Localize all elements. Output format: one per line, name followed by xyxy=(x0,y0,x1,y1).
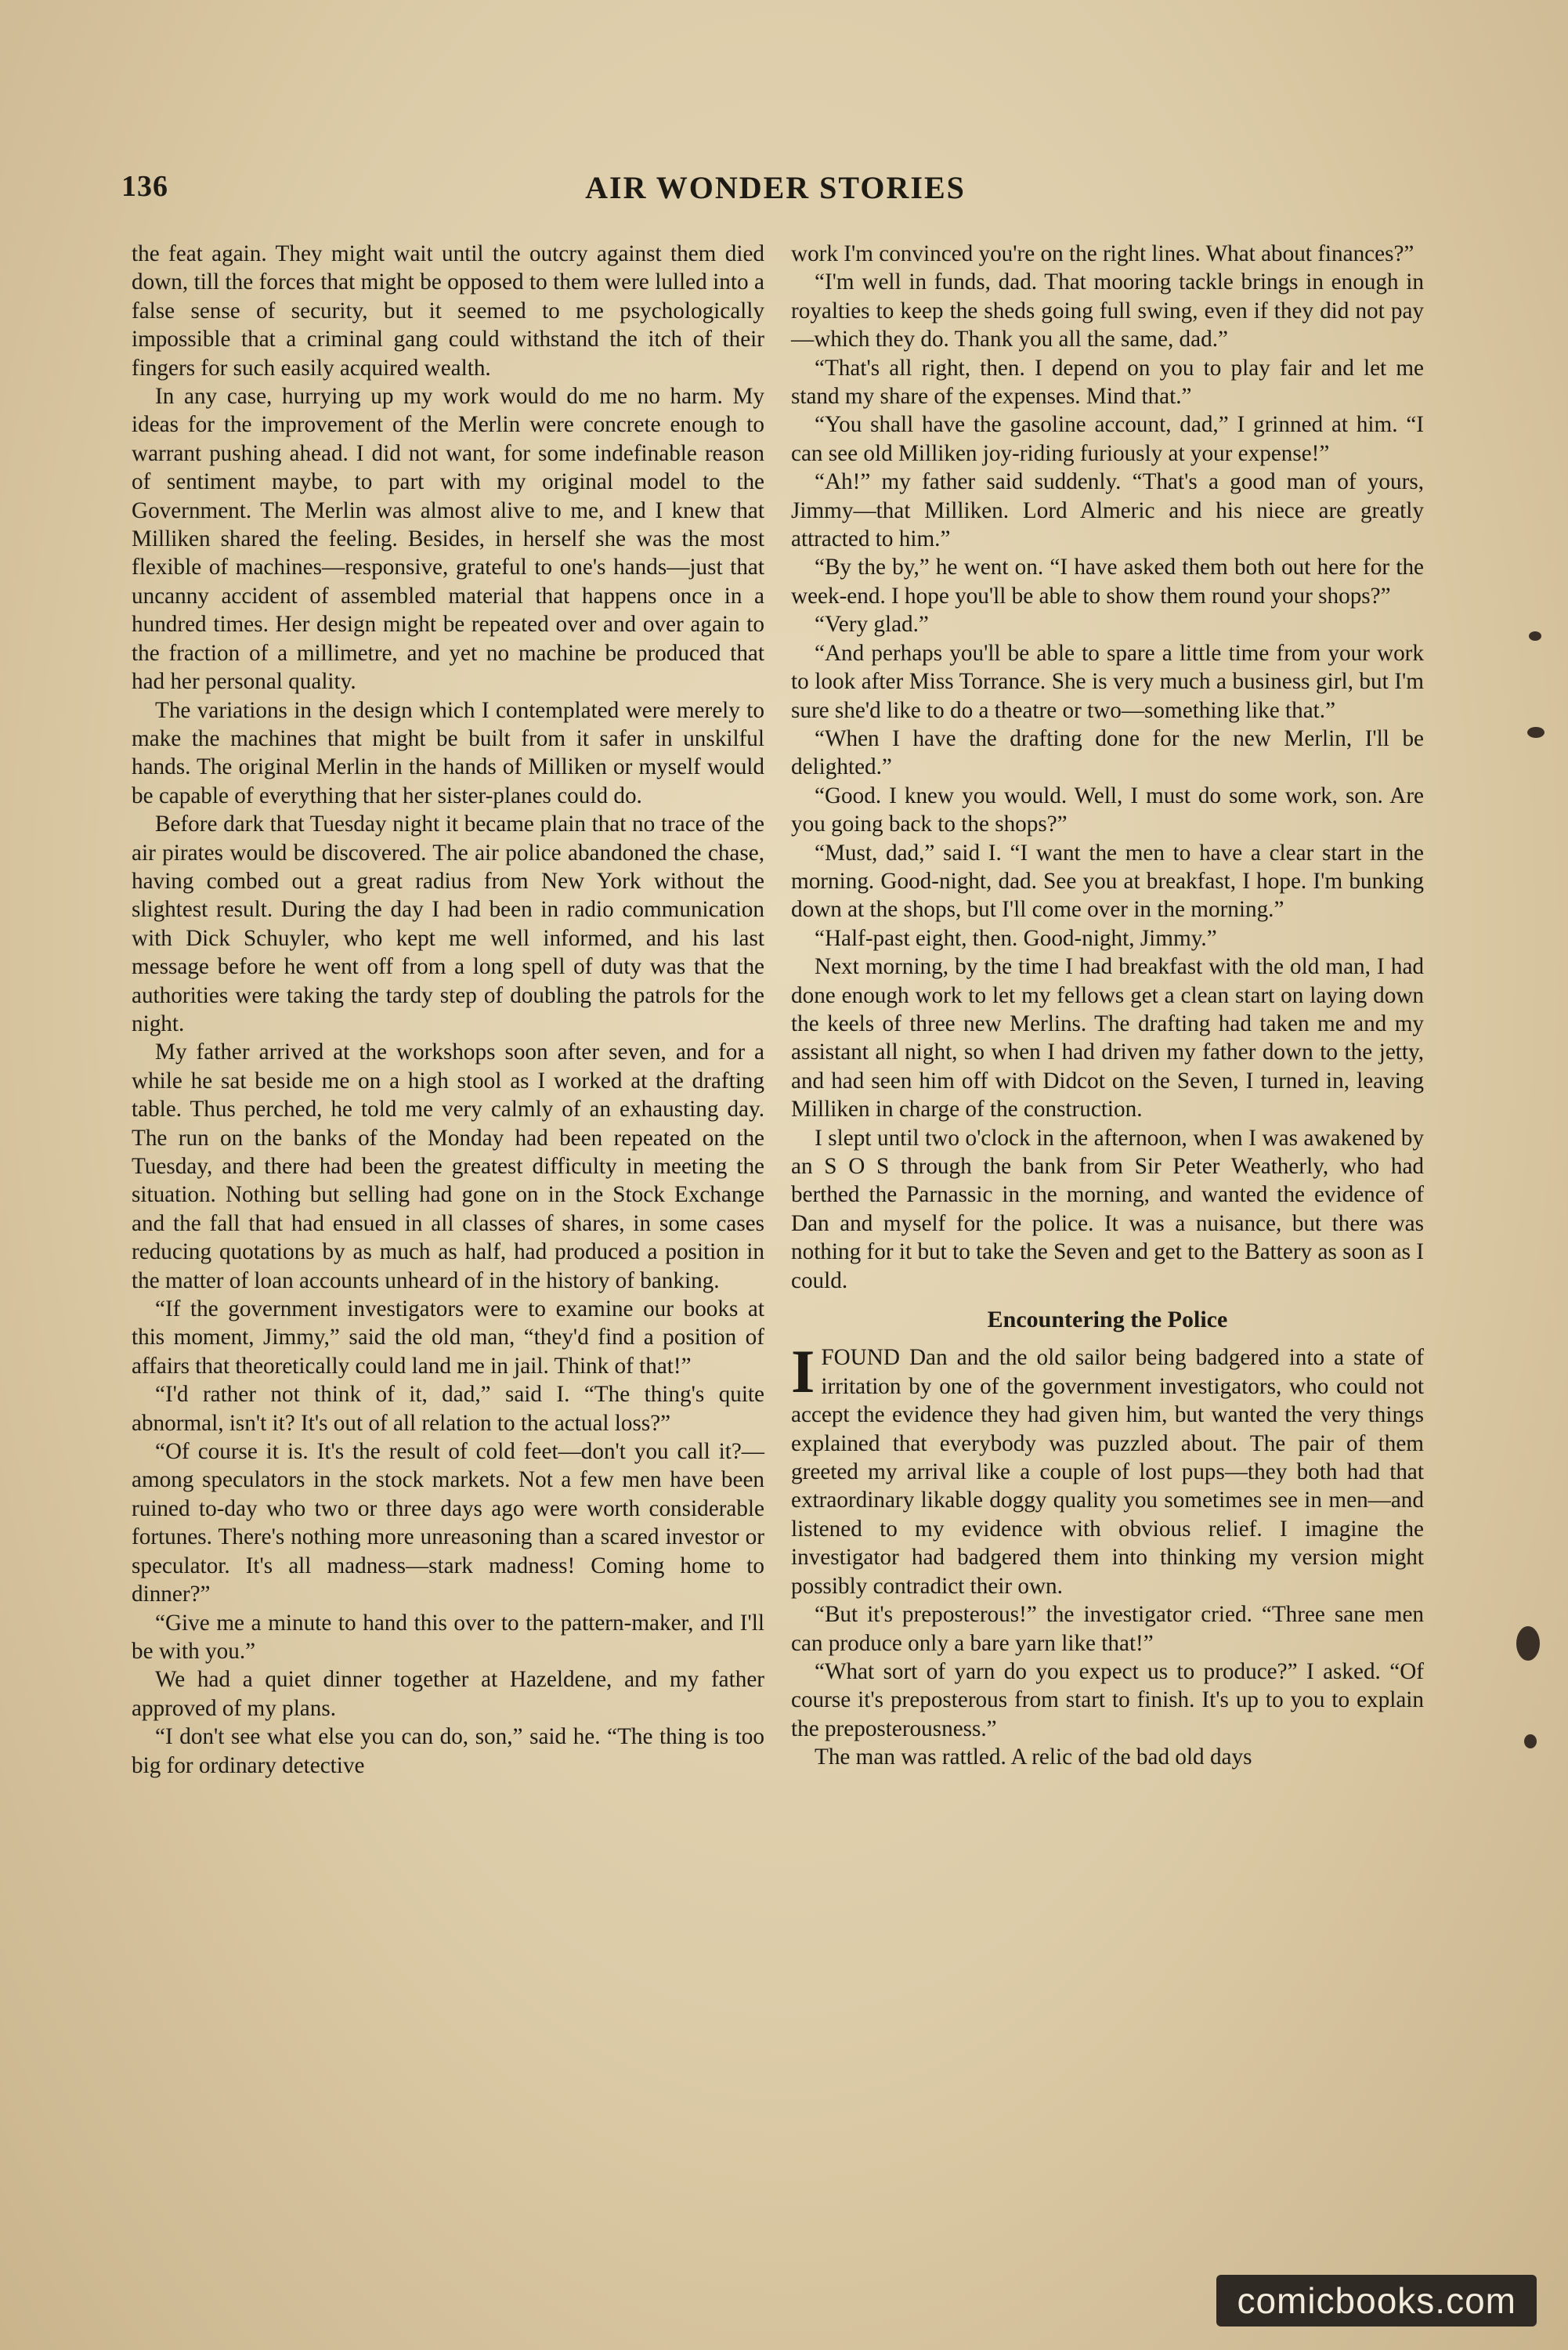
watermark-logo: comicbooks.com xyxy=(1216,2275,1537,2326)
paragraph: “Half-past eight, then. Good-night, Jimmy.” xyxy=(815,925,1217,951)
paragraph: Before dark that Tuesday night it became plain that no trace of the air pirates would be discovered. The air police abandoned the chase, having combed out a great radius from New York without the slightest result. During the day I had been in radio communication with Dick Schuyler, who kept me well informed, and his last message before he went off from a long spell of duty was that the authorities were taking the tardy step of doubling the patrols for the night. xyxy=(132,812,764,1036)
paragraph: “You shall have the gasoline account, dad,” I grinned at him. “I can see old Milliken joy-riding furiously at your expense!” xyxy=(791,412,1424,466)
paragraph: “When I have the drafting done for the new Merlin, I'll be delighted.” xyxy=(791,725,1424,780)
paragraph: work I'm convinced you're on the right lines. What about finances?” xyxy=(791,241,1414,266)
ink-blot xyxy=(1527,727,1545,738)
paragraph: “Ah!” my father said suddenly. “That's a good man of yours, Jimmy—that Milliken. Lord Almeric and his niece are greatly attracted to him.” xyxy=(791,469,1424,552)
page-number: 136 xyxy=(121,170,168,203)
paragraph: “I'd rather not think of it, dad,” said I. “The thing's quite abnormal, isn't it? It's out of all relation to the actual loss?” xyxy=(132,1382,764,1436)
paragraph: “And perhaps you'll be able to spare a little time from your work to look after Miss Torrance. She is very much a business girl, but I'm sure she'd like to do a theatre or two—something like that.” xyxy=(791,640,1424,723)
ink-blot xyxy=(1529,631,1541,641)
paragraph: “What sort of yarn do you expect us to produce?” I asked. “Of course it's preposterous from start to finish. It's up to you to explain the preposterousness.” xyxy=(791,1658,1424,1741)
paragraph: “I don't see what else you can do, son,” said he. “The thing is too big for ordinary detective xyxy=(132,1724,764,1778)
paragraph: “Very glad.” xyxy=(815,612,929,638)
section-heading: Encountering the Police xyxy=(987,1307,1228,1333)
paragraph: My father arrived at the workshops soon after seven, and for a while he sat beside me on a high stool as I worked at the drafting table. Thus perched, he told me very calmly of an exhausting day. The run on the banks of the Monday had been repeated on the Tuesday, and there had been the greatest difficulty in meeting the situation. Nothing but selling had gone on in the Stock Exchange and the fall that had ensued in all classes of shares, in some cases reducing quotations by as much as half, had produced a position in the matter of loan accounts unheard of in the history of banking. xyxy=(132,1039,764,1293)
paragraph: “If the government investigators were to examine our books at this moment, Jimmy,” said the old man, “they'd find a position of affairs that theoretically could land me in jail. Think of that!” xyxy=(132,1296,764,1379)
paragraph: The man was rattled. A relic of the bad old days xyxy=(815,1744,1252,1770)
paragraph: The variations in the design which I contemplated were merely to make the machines that might be built from it safer in unskilful hands. The original Merlin in the hands of Milliken or myself would be capable of everything that her sister-planes could do. xyxy=(132,697,764,808)
paragraph: “That's all right, then. I depend on you to play fair and let me stand my share of the expenses. Mind that.” xyxy=(791,355,1424,410)
page-header xyxy=(121,169,1429,216)
paragraph: the feat again. They might wait until the outcry against them died down, till the forces that might be opposed to them were lulled into a false sense of security, but it seemed to me psychologically impossible that a criminal gang could withstand the itch of their fingers for such easily acquired wealth. xyxy=(132,241,764,381)
paragraph: “I'm well in funds, dad. That mooring tackle brings in enough in royalties to keep the sheds going full swing, even if they did not pay—which they do. Thank you all the same, dad.” xyxy=(791,269,1424,352)
paragraph: We had a quiet dinner together at Hazeldene, and my father approved of my plans. xyxy=(132,1667,764,1721)
ink-blot xyxy=(1524,1734,1537,1748)
paragraph: In any case, hurrying up my work would do me no harm. My ideas for the improvement of the Merlin were concrete enough to warrant pushing ahead. I did not want, for some indefinable reason of sentiment maybe, to part with my original model to the Government. The Merlin was almost alive to me, and I knew that Milliken shared the feeling. Besides, in herself she was the most flexible of machines—responsive, grateful to one's hands—just that uncanny accident of assembled material that happens once in a hundred times. Her design might be repeated over and over again to the fraction of a millimetre, and yet no machine be produced that had her personal quality. xyxy=(132,384,764,695)
paragraph: “Good. I knew you would. Well, I must do some work, son. Are you going back to the shops?” xyxy=(791,783,1424,837)
paragraph: “By the by,” he went on. “I have asked them both out here for the week-end. I hope you'll be able to show them round your shops?” xyxy=(791,555,1424,609)
dropcap-paragraph-text: FOUND Dan and the old sailor being badgered into a state of irritation by one of the government investigators, who could not accept the evidence they had given him, but wanted the very things explained that everybody was puzzled about. The pair of them greeted my arrival like a couple of lost pups—they both had that extraordinary likable doggy quality you sometimes see in men—and listened to my evidence with obvious relief. I imagine the investigator had badgered them into thinking my version might possibly contradict their own. xyxy=(791,1345,1424,1599)
paragraph: I slept until two o'clock in the afternoon, when I was awakened by an S O S through the bank from Sir Peter Weatherly, who had berthed the Parnassic in the morning, and wanted the evidence of Dan and myself for the police. It was a nuisance, but there was nothing for it but to take the Seven and get to the Battery as soon as I could. xyxy=(791,1125,1424,1293)
paragraph: “Of course it is. It's the result of cold feet—don't you call it?—among speculators in the stock markets. Not a few men have been ruined to-day who two or three days ago were worth considerable fortunes. There's nothing more unreasoning than a scared investor or speculator. It's all madness—stark madness! Coming home to dinner?” xyxy=(132,1439,764,1607)
left-column xyxy=(132,240,764,1780)
paragraph: “Give me a minute to hand this over to the pattern-maker, and I'll be with you.” xyxy=(132,1610,764,1664)
paragraph: “But it's preposterous!” the investigator cried. “Three sane men can produce only a bare yarn like that!” xyxy=(791,1602,1424,1656)
right-column xyxy=(791,240,1424,1772)
drop-cap: I xyxy=(791,1337,815,1406)
magazine-title: AIR WONDER STORIES xyxy=(585,170,966,205)
paragraph: Next morning, by the time I had breakfast with the old man, I had done enough work to let my fellows get a clean start on laying down the keels of three new Merlins. The drafting had taken me and my assistant all night, so when I had driven my father down to the jetty, and had seen him off with Didcot on the Seven, I turned in, leaving Milliken in charge of the construction. xyxy=(791,954,1424,1123)
ink-blot xyxy=(1516,1626,1540,1661)
paragraph: “Must, dad,” said I. “I want the men to have a clear start in the morning. Good-night, dad. See you at breakfast, I hope. I'm bunking down at the shops, but I'll come over in the morning.” xyxy=(791,840,1424,923)
dropcap-paragraph xyxy=(791,1337,1424,1600)
